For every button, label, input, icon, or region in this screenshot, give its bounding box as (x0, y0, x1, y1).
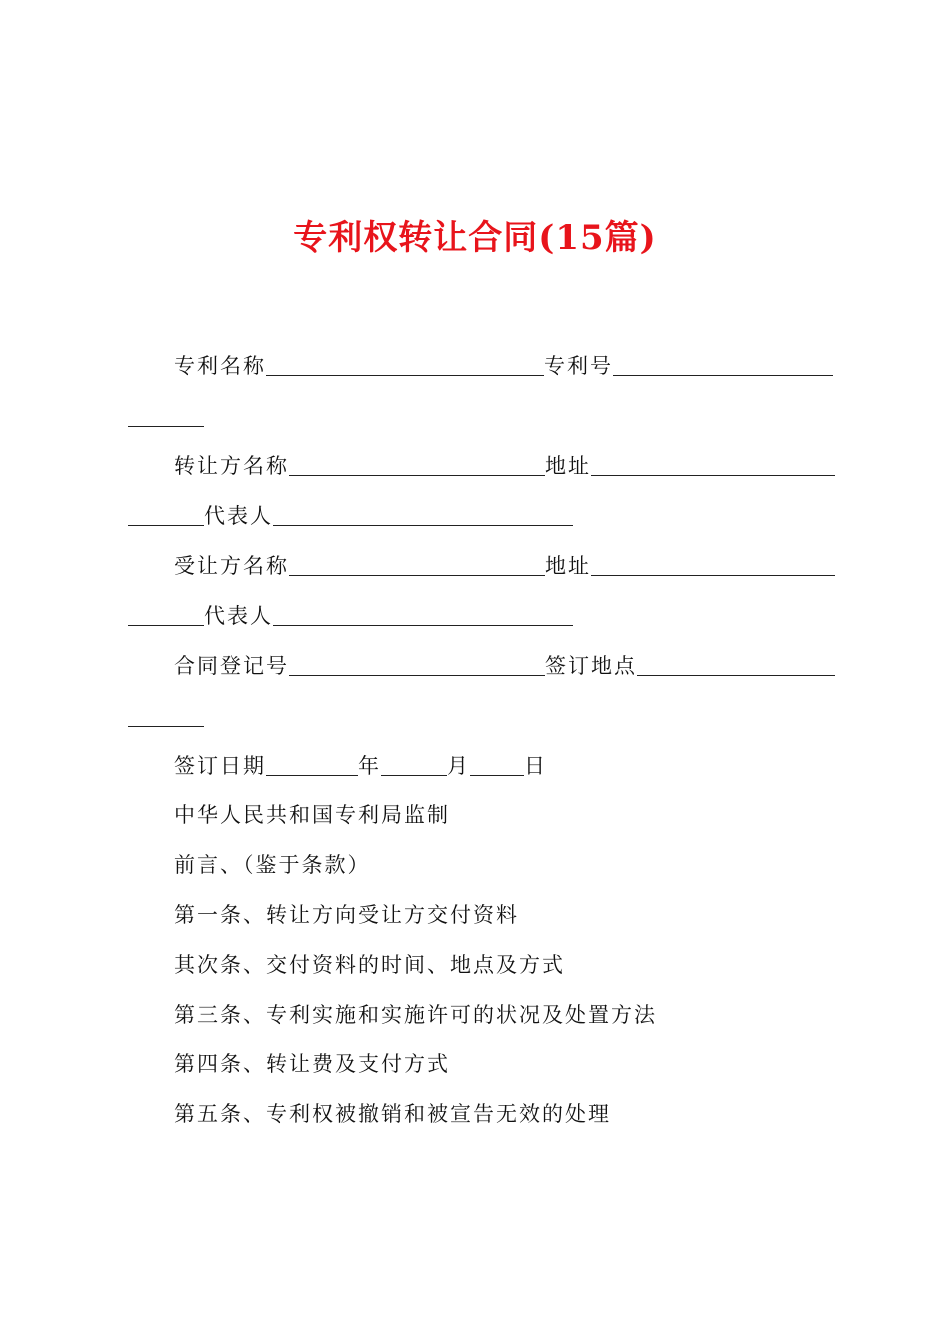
assignee-rep-label: 代表人 (204, 604, 273, 628)
sign-year-blank (266, 757, 358, 776)
article-line: 其次条、交付资料的时间、地点及方式 (174, 953, 565, 977)
assignor-rep-blank (273, 507, 573, 526)
assignee-name-blank (289, 557, 545, 576)
article-line: 第三条、专利实施和实施许可的状况及处置方法 (174, 1003, 657, 1027)
article-line: 第四条、转让费及支付方式 (174, 1052, 450, 1076)
assignee-row (174, 552, 835, 580)
article-line: 第五条、专利权被撤销和被宣告无效的处理 (174, 1102, 611, 1126)
assignee-address-blank-continued (128, 607, 204, 626)
patent-name-row (174, 352, 833, 380)
preface-line: 前言、（鉴于条款） (174, 853, 371, 877)
assignor-row (174, 452, 835, 480)
sign-date-row (174, 752, 547, 780)
assignor-rep-row (128, 502, 573, 530)
patent-no-blank (613, 357, 833, 376)
contract-reg-no-blank (289, 657, 545, 676)
sign-place-blank (637, 657, 835, 676)
sign-place-blank-continued (128, 708, 204, 727)
assignor-address-blank-continued (128, 507, 204, 526)
supervisor-line: 中华人民共和国专利局监制 (174, 803, 450, 827)
assignee-address-blank (591, 557, 835, 576)
patent-no-blank-continued (128, 408, 204, 427)
patent-no-label: 专利号 (544, 354, 613, 378)
assignor-name-blank (289, 457, 545, 476)
year-label: 年 (358, 754, 381, 778)
assignor-name-label: 转让方名称 (174, 454, 289, 478)
sign-date-label: 签订日期 (174, 754, 266, 778)
sign-place-label: 签订地点 (545, 654, 637, 678)
assignee-name-label: 受让方名称 (174, 554, 289, 578)
article-line: 第一条、转让方向受让方交付资料 (174, 903, 519, 927)
assignor-rep-label: 代表人 (204, 504, 273, 528)
contract-reg-no-label: 合同登记号 (174, 654, 289, 678)
contract-reg-row (174, 652, 835, 680)
patent-name-blank (266, 357, 544, 376)
assignor-address-blank (591, 457, 835, 476)
assignee-address-label: 地址 (545, 554, 591, 578)
sign-day-blank (470, 757, 524, 776)
assignor-address-label: 地址 (545, 454, 591, 478)
assignee-rep-blank (273, 607, 573, 626)
month-label: 月 (447, 754, 470, 778)
patent-name-label: 专利名称 (174, 354, 266, 378)
sign-month-blank (381, 757, 447, 776)
day-label: 日 (524, 754, 547, 778)
assignee-rep-row (128, 602, 573, 630)
document-title: 专利权转让合同(15篇) (293, 218, 657, 258)
